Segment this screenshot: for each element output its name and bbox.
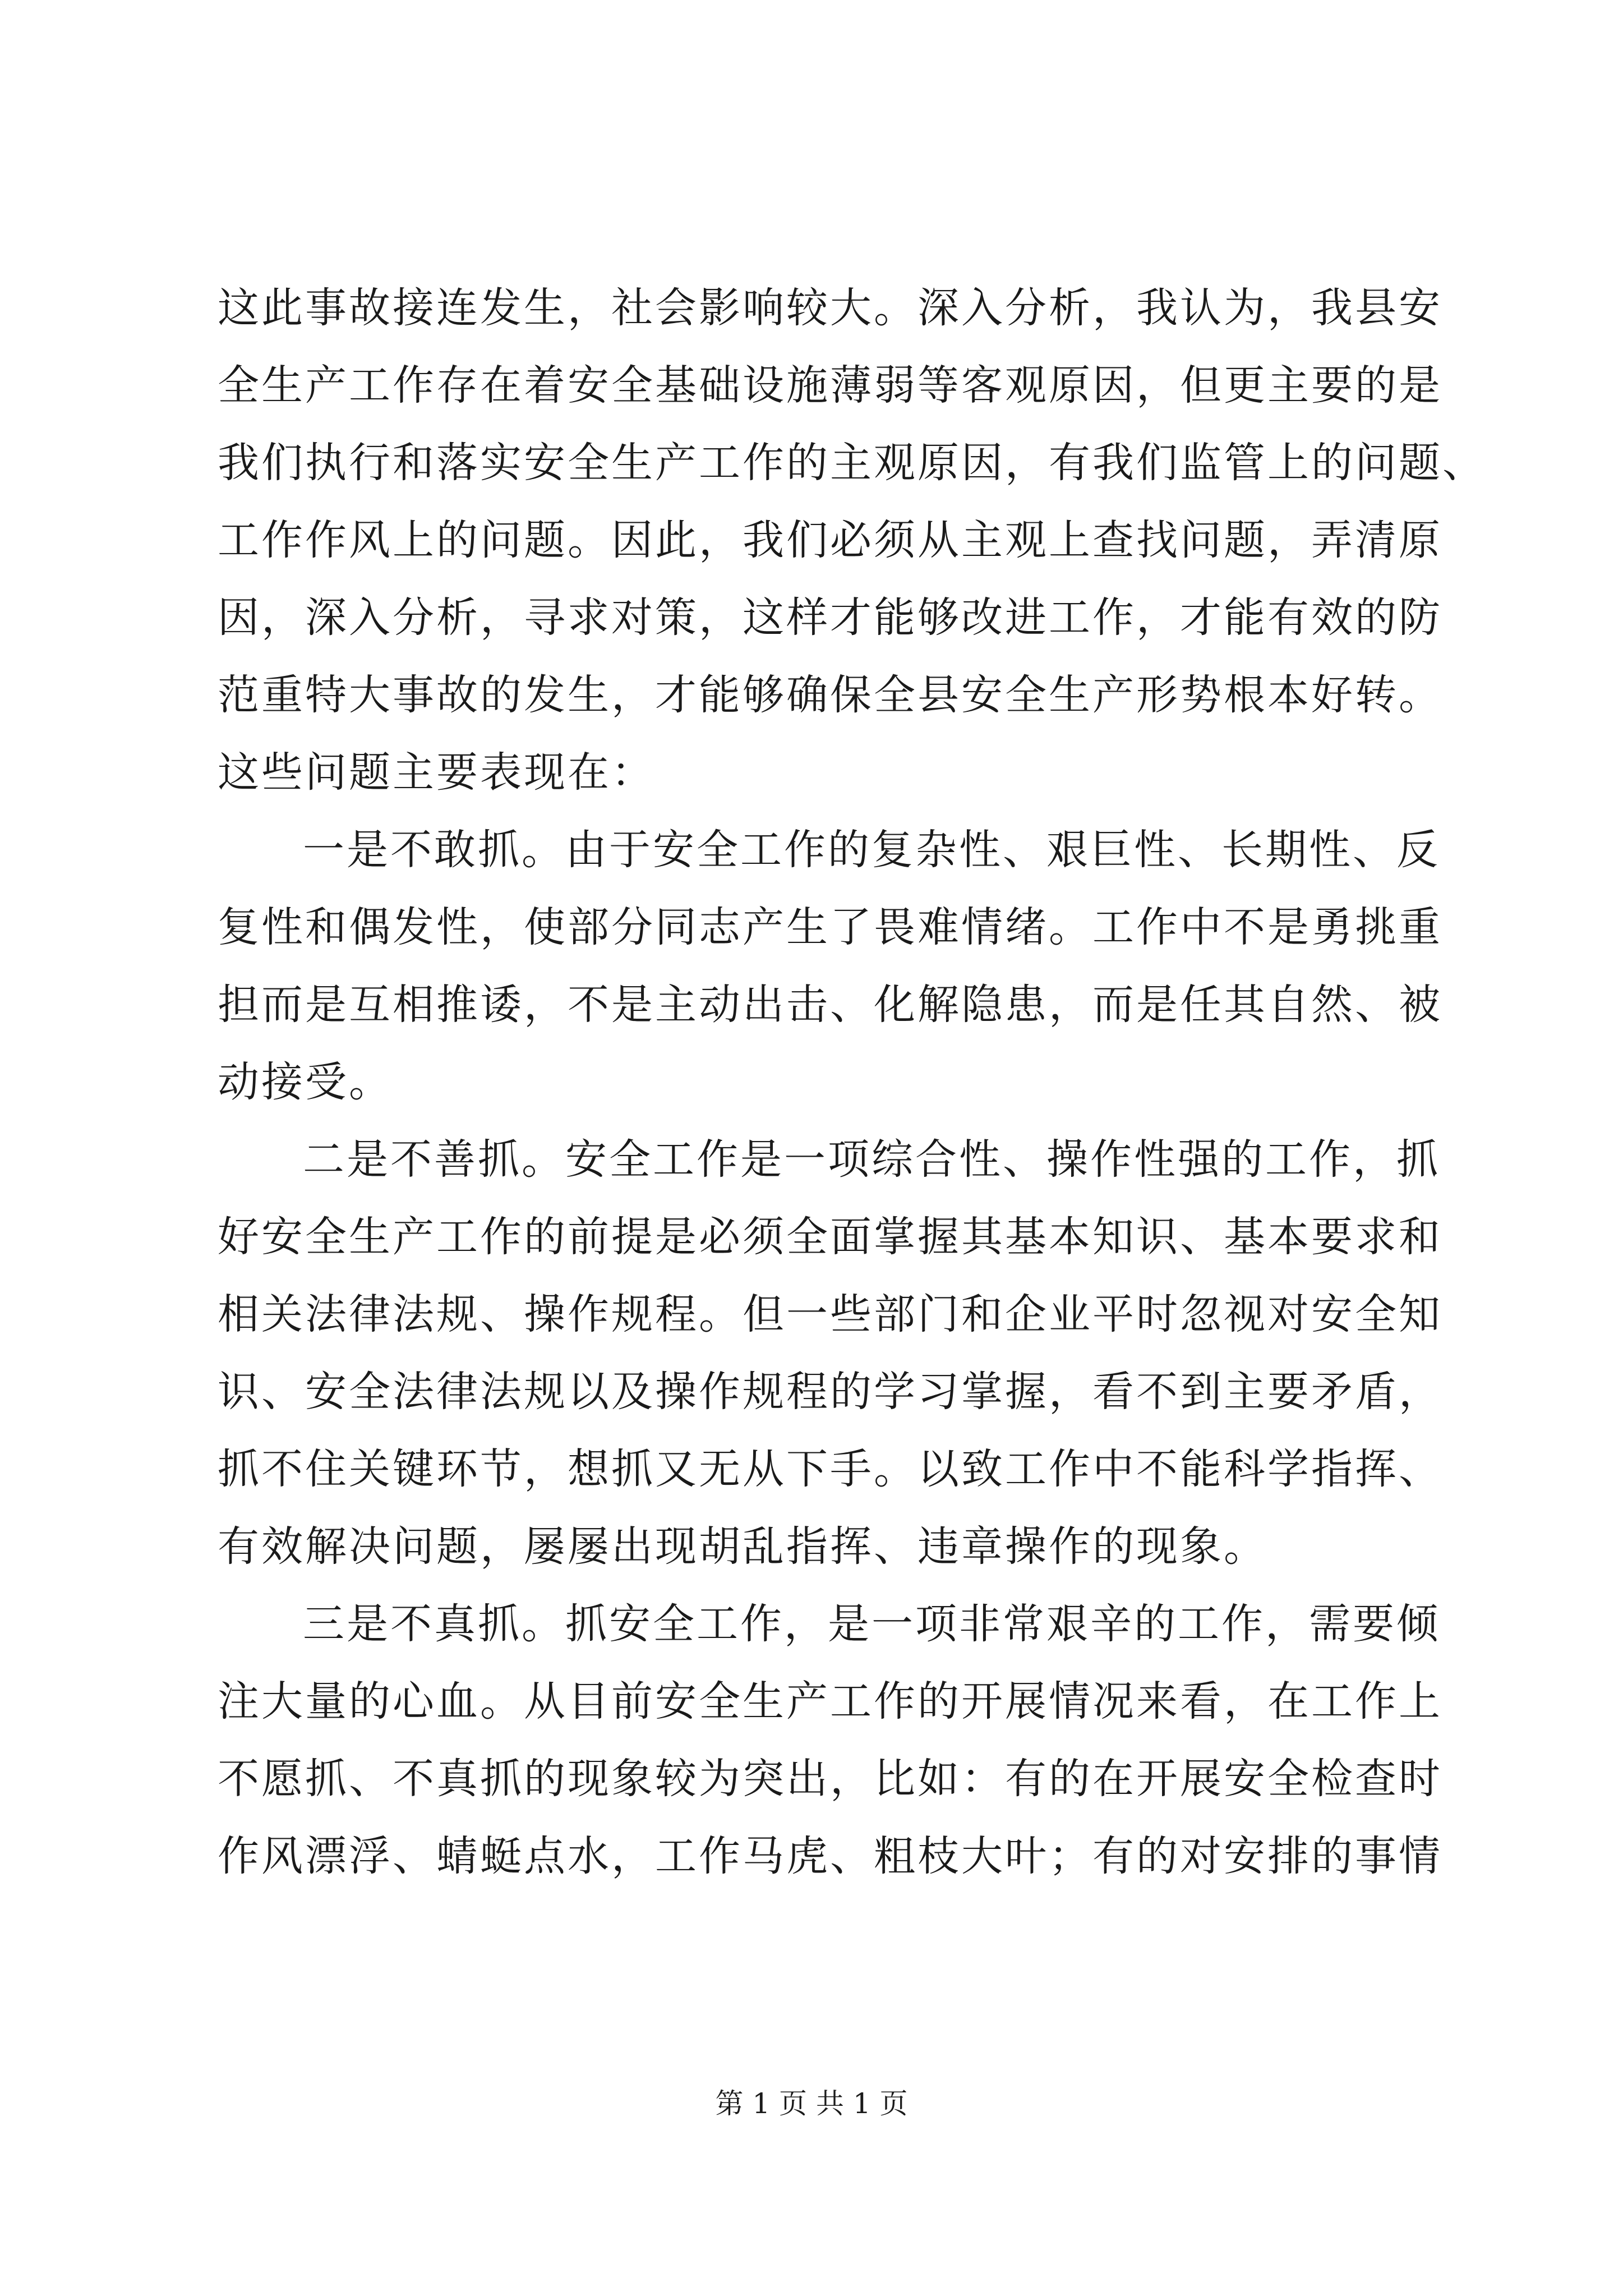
paragraph-first-line: 一是不敢抓。由于安全工作的复杂性、艰巨性、长期性、反 — [303, 826, 1440, 874]
page-footer — [0, 2084, 1623, 2123]
text-line: 有效解决问题，屡屡出现胡乱指挥、违章操作的现象。 — [218, 1522, 1267, 1571]
text-line: 我们执行和落实安全生产工作的主观原因，有我们监管上的问题、 — [218, 439, 1486, 487]
text-line: 抓不住关键环节，想抓又无从下手。以致工作中不能科学指挥、 — [218, 1445, 1442, 1493]
text-line: 工作作风上的问题。因此，我们必须从主观上查找问题，弄清原 — [218, 516, 1442, 564]
text-line: 注大量的心血。从目前安全生产工作的开展情况来看，在工作上 — [218, 1677, 1442, 1726]
paragraph-first-line: 三是不真抓。抓安全工作，是一项非常艰辛的工作，需要倾 — [303, 1600, 1440, 1648]
text-line: 全生产工作存在着安全基础设施薄弱等客观原因，但更主要的是 — [218, 361, 1442, 409]
text-line: 动接受。 — [218, 1058, 393, 1106]
text-line: 作风漂浮、蜻蜓点水，工作马虎、粗枝大叶；有的对安排的事情 — [218, 1832, 1442, 1880]
document-body — [218, 269, 1496, 1895]
text-line: 不愿抓、不真抓的现象较为突出，比如：有的在开展安全检查时 — [218, 1755, 1442, 1803]
text-line: 识、安全法律法规以及操作规程的学习掌握，看不到主要矛盾， — [218, 1368, 1442, 1416]
page-number-label: 第 1 页 共 1 页 — [715, 2087, 908, 2120]
paragraph-first-line: 二是不善抓。安全工作是一项综合性、操作性强的工作，抓 — [303, 1135, 1440, 1184]
text-line: 相关法律法规、操作规程。但一些部门和企业平时忽视对安全知 — [218, 1290, 1442, 1338]
text-line: 因，深入分析，寻求对策，这样才能够改进工作，才能有效的防 — [218, 593, 1442, 642]
text-line: 范重特大事故的发生，才能够确保全县安全生产形势根本好转。 — [218, 671, 1442, 719]
text-line: 这此事故接连发生，社会影响较大。深入分析，我认为，我县安 — [218, 284, 1442, 332]
text-line: 复性和偶发性，使部分同志产生了畏难情绪。工作中不是勇挑重 — [218, 903, 1442, 951]
text-line: 这些问题主要表现在： — [218, 748, 655, 797]
text-line: 担而是互相推诿，不是主动出击、化解隐患，而是任其自然、被 — [218, 981, 1442, 1029]
text-line: 好安全生产工作的前提是必须全面掌握其基本知识、基本要求和 — [218, 1213, 1442, 1261]
